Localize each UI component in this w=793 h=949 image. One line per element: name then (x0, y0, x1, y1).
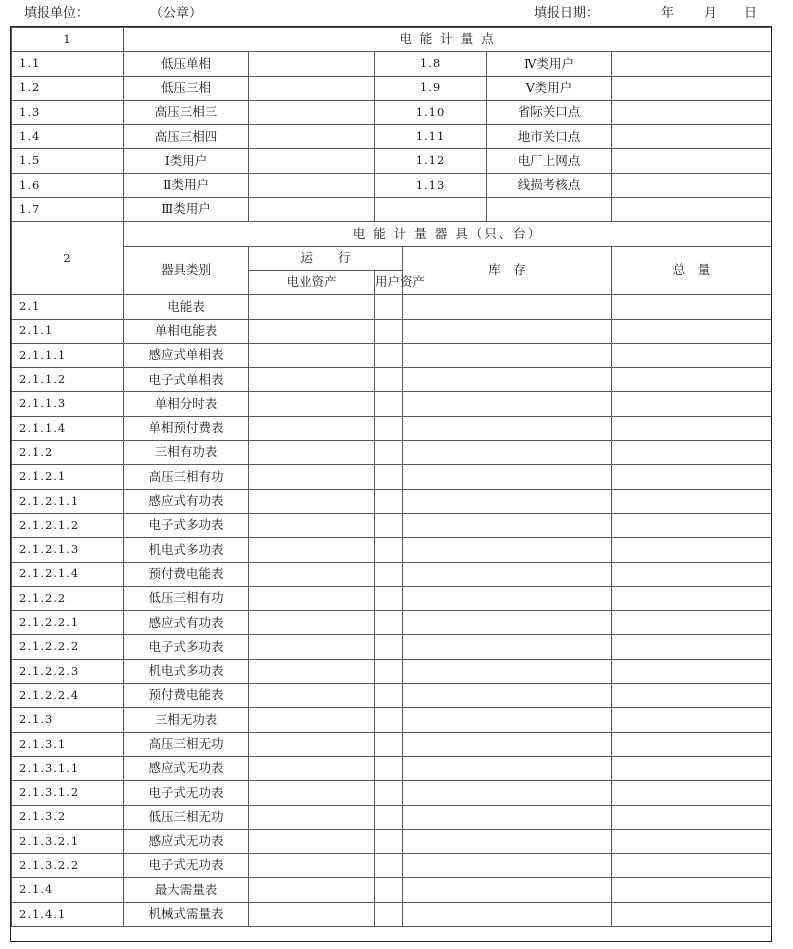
row-code: 1.5 (12, 149, 124, 173)
count-cell[interactable] (249, 100, 375, 124)
total-cell[interactable] (612, 805, 772, 829)
total-cell[interactable] (612, 465, 772, 489)
stock-cell[interactable] (403, 635, 612, 659)
stock-cell[interactable] (403, 319, 612, 343)
row-label: 预付费电能表 (124, 684, 249, 708)
total-cell[interactable] (612, 854, 772, 878)
table-row (12, 416, 772, 440)
customer-assets-cell[interactable] (375, 343, 403, 367)
utility-assets-cell[interactable] (249, 805, 375, 829)
customer-assets-cell[interactable] (375, 295, 403, 319)
section1-header-row (12, 28, 772, 52)
section2-title-row (12, 222, 772, 246)
utility-assets-cell[interactable] (249, 513, 375, 537)
customer-assets-cell[interactable] (375, 513, 403, 537)
total-cell[interactable] (612, 732, 772, 756)
total-cell[interactable] (612, 611, 772, 635)
utility-assets-cell[interactable] (249, 538, 375, 562)
column-category: 器具类别 (124, 246, 249, 295)
row-label: 电子式多功表 (124, 513, 249, 537)
row-code: 2.1.4 (12, 878, 124, 902)
row-label: 最大需量表 (124, 878, 249, 902)
stock-cell[interactable] (403, 538, 612, 562)
utility-assets-cell[interactable] (249, 465, 375, 489)
total-cell[interactable] (612, 562, 772, 586)
row-label: 高压三相三 (124, 100, 249, 124)
section2-code: 2 (12, 222, 124, 295)
column-customer-assets: 用户资产 (375, 270, 403, 294)
row-label: 低压三相有功 (124, 586, 249, 610)
section1-row (12, 100, 772, 124)
total-cell[interactable] (612, 513, 772, 537)
customer-assets-cell[interactable] (375, 708, 403, 732)
utility-assets-cell[interactable] (249, 368, 375, 392)
total-cell[interactable] (612, 416, 772, 440)
row-code: 2.1.2.1.1 (12, 489, 124, 513)
utility-assets-cell[interactable] (249, 902, 375, 926)
fill-unit-label: 填报单位： (24, 6, 90, 21)
total-cell[interactable] (612, 708, 772, 732)
row-label: 机电式多功表 (124, 659, 249, 683)
stock-cell[interactable] (403, 489, 612, 513)
utility-assets-cell[interactable] (249, 684, 375, 708)
row-code: 2.1.2.2 (12, 586, 124, 610)
stock-cell[interactable] (403, 732, 612, 756)
utility-assets-cell[interactable] (249, 878, 375, 902)
official-seal-note: （公章） (150, 6, 203, 21)
row-label-right: 线损考核点 (487, 173, 612, 197)
stock-cell[interactable] (403, 781, 612, 805)
utility-assets-cell[interactable] (249, 586, 375, 610)
stock-cell[interactable] (403, 878, 612, 902)
customer-assets-cell[interactable] (375, 416, 403, 440)
row-code: 2.1.2.1.3 (12, 538, 124, 562)
section1-title: 电 能 计 量 点 (124, 28, 772, 52)
count-cell[interactable] (249, 173, 375, 197)
total-cell[interactable] (612, 586, 772, 610)
row-code: 2.1.3.1.1 (12, 756, 124, 780)
total-cell[interactable] (612, 756, 772, 780)
row-label: 高压三相无功 (124, 732, 249, 756)
row-code: 1.6 (12, 173, 124, 197)
total-cell[interactable] (612, 878, 772, 902)
row-label: 电子式无功表 (124, 781, 249, 805)
table-row (12, 489, 772, 513)
row-code: 2.1.2.2.3 (12, 659, 124, 683)
table-row (12, 732, 772, 756)
table-row (12, 513, 772, 537)
row-label: 低压三相 (124, 76, 249, 100)
table-row (12, 441, 772, 465)
count-cell-right[interactable] (612, 100, 772, 124)
year-label: 年 (661, 6, 675, 21)
fill-date-label: 填报日期： (534, 6, 600, 21)
table-row (12, 635, 772, 659)
stock-cell[interactable] (403, 416, 612, 440)
section1-code: 1 (12, 28, 124, 52)
section1-row (12, 52, 772, 76)
customer-assets-cell[interactable] (375, 854, 403, 878)
row-code: 2.1 (12, 295, 124, 319)
table-row (12, 829, 772, 853)
row-label: 电子式无功表 (124, 854, 249, 878)
stock-cell[interactable] (403, 902, 612, 926)
section1-row (12, 173, 772, 197)
table-body (12, 28, 772, 927)
stock-cell[interactable] (403, 586, 612, 610)
row-code: 2.1.2.2.1 (12, 611, 124, 635)
stock-cell[interactable] (403, 854, 612, 878)
customer-assets-cell[interactable] (375, 684, 403, 708)
row-code: 2.1.3.2.2 (12, 854, 124, 878)
count-cell[interactable] (249, 76, 375, 100)
utility-assets-cell[interactable] (249, 562, 375, 586)
row-code: 1.4 (12, 125, 124, 149)
table-row (12, 805, 772, 829)
row-code-right: 1.12 (375, 149, 487, 173)
customer-assets-cell[interactable] (375, 441, 403, 465)
metering-report-table (11, 27, 772, 927)
stock-cell[interactable] (403, 684, 612, 708)
day-label: 日 (744, 6, 758, 21)
customer-assets-cell[interactable] (375, 489, 403, 513)
row-code: 2.1.3 (12, 708, 124, 732)
row-code: 2.1.3.2.1 (12, 829, 124, 853)
section2-column-header-row (12, 246, 772, 270)
row-label: 单相电能表 (124, 319, 249, 343)
customer-assets-cell[interactable] (375, 562, 403, 586)
stock-cell[interactable] (403, 441, 612, 465)
utility-assets-cell[interactable] (249, 781, 375, 805)
row-label: 机电式多功表 (124, 538, 249, 562)
row-label: Ⅲ类用户 (124, 198, 249, 222)
row-label-right: 省际关口点 (487, 100, 612, 124)
utility-assets-cell[interactable] (249, 295, 375, 319)
row-label-right (487, 198, 612, 222)
table-row (12, 319, 772, 343)
table-row (12, 708, 772, 732)
count-cell-right[interactable] (612, 198, 772, 222)
total-cell[interactable] (612, 489, 772, 513)
count-cell[interactable] (249, 198, 375, 222)
row-code: 1.1 (12, 52, 124, 76)
customer-assets-cell[interactable] (375, 635, 403, 659)
row-code: 2.1.1.2 (12, 368, 124, 392)
section1-row (12, 149, 772, 173)
table-row (12, 854, 772, 878)
row-code: 2.1.1.3 (12, 392, 124, 416)
customer-assets-cell[interactable] (375, 586, 403, 610)
row-code: 2.1.2.1.2 (12, 513, 124, 537)
row-label: 三相无功表 (124, 708, 249, 732)
utility-assets-cell[interactable] (249, 659, 375, 683)
row-label: 预付费电能表 (124, 562, 249, 586)
total-cell[interactable] (612, 319, 772, 343)
row-code: 2.1.1 (12, 319, 124, 343)
utility-assets-cell[interactable] (249, 489, 375, 513)
row-label: 机械式需量表 (124, 902, 249, 926)
utility-assets-cell[interactable] (249, 829, 375, 853)
stock-cell[interactable] (403, 562, 612, 586)
table-row (12, 659, 772, 683)
table-row (12, 392, 772, 416)
table-row (12, 465, 772, 489)
utility-assets-cell[interactable] (249, 343, 375, 367)
customer-assets-cell[interactable] (375, 465, 403, 489)
customer-assets-cell[interactable] (375, 756, 403, 780)
column-stock: 库 存 (403, 246, 612, 295)
customer-assets-cell[interactable] (375, 829, 403, 853)
table-row (12, 343, 772, 367)
section2-title: 电 能 计 量 器 具（只、台） (124, 222, 772, 246)
stock-cell[interactable] (403, 659, 612, 683)
row-code: 2.1.2.2.2 (12, 635, 124, 659)
utility-assets-cell[interactable] (249, 416, 375, 440)
utility-assets-cell[interactable] (249, 854, 375, 878)
utility-assets-cell[interactable] (249, 392, 375, 416)
stock-cell[interactable] (403, 465, 612, 489)
row-code: 2.1.2.2.4 (12, 684, 124, 708)
stock-cell[interactable] (403, 708, 612, 732)
row-label-right: 电厂上网点 (487, 149, 612, 173)
total-cell[interactable] (612, 538, 772, 562)
total-cell[interactable] (612, 441, 772, 465)
table-row (12, 878, 772, 902)
row-code: 2.1.3.1.2 (12, 781, 124, 805)
row-label: 高压三相有功 (124, 465, 249, 489)
table-row (12, 756, 772, 780)
count-cell[interactable] (249, 52, 375, 76)
section1-row (12, 125, 772, 149)
row-label: 感应式无功表 (124, 829, 249, 853)
stock-cell[interactable] (403, 611, 612, 635)
row-code-right (375, 198, 487, 222)
stock-cell[interactable] (403, 295, 612, 319)
total-cell[interactable] (612, 684, 772, 708)
row-code: 2.1.2.1 (12, 465, 124, 489)
customer-assets-cell[interactable] (375, 611, 403, 635)
stock-cell[interactable] (403, 829, 612, 853)
customer-assets-cell[interactable] (375, 878, 403, 902)
row-code: 2.1.1.1 (12, 343, 124, 367)
row-label: 单相预付费表 (124, 416, 249, 440)
row-code: 2.1.3.2 (12, 805, 124, 829)
row-label: 三相有功表 (124, 441, 249, 465)
row-label-right: Ⅳ类用户 (487, 52, 612, 76)
month-label: 月 (704, 6, 718, 21)
customer-assets-cell[interactable] (375, 368, 403, 392)
table-row (12, 586, 772, 610)
table-row (12, 538, 772, 562)
table-row (12, 368, 772, 392)
utility-assets-cell[interactable] (249, 611, 375, 635)
total-cell[interactable] (612, 368, 772, 392)
stock-cell[interactable] (403, 513, 612, 537)
total-cell[interactable] (612, 781, 772, 805)
count-cell[interactable] (249, 125, 375, 149)
row-label: 电能表 (124, 295, 249, 319)
section1-row (12, 76, 772, 100)
utility-assets-cell[interactable] (249, 756, 375, 780)
customer-assets-cell[interactable] (375, 781, 403, 805)
row-label: 低压单相 (124, 52, 249, 76)
count-cell-right[interactable] (612, 76, 772, 100)
row-code-right: 1.10 (375, 100, 487, 124)
row-code-right: 1.8 (375, 52, 487, 76)
row-label: 感应式有功表 (124, 611, 249, 635)
count-cell-right[interactable] (612, 125, 772, 149)
stock-cell[interactable] (403, 368, 612, 392)
customer-assets-cell[interactable] (375, 319, 403, 343)
table-row (12, 295, 772, 319)
row-label: 低压三相无功 (124, 805, 249, 829)
row-code-right: 1.9 (375, 76, 487, 100)
utility-assets-cell[interactable] (249, 635, 375, 659)
customer-assets-cell[interactable] (375, 732, 403, 756)
utility-assets-cell[interactable] (249, 732, 375, 756)
count-cell[interactable] (249, 149, 375, 173)
row-code-right: 1.11 (375, 125, 487, 149)
table-row (12, 902, 772, 926)
customer-assets-cell[interactable] (375, 805, 403, 829)
row-label-right: 地市关口点 (487, 125, 612, 149)
table-row (12, 781, 772, 805)
row-label: 电子式多功表 (124, 635, 249, 659)
section1-row (12, 198, 772, 222)
total-cell[interactable] (612, 295, 772, 319)
utility-assets-cell[interactable] (249, 708, 375, 732)
total-cell[interactable] (612, 392, 772, 416)
row-label: Ⅱ类用户 (124, 173, 249, 197)
row-label: 感应式有功表 (124, 489, 249, 513)
count-cell-right[interactable] (612, 52, 772, 76)
row-code: 1.7 (12, 198, 124, 222)
row-label: 单相分时表 (124, 392, 249, 416)
utility-assets-cell[interactable] (249, 319, 375, 343)
row-code: 2.1.2.1.4 (12, 562, 124, 586)
customer-assets-cell[interactable] (375, 659, 403, 683)
total-cell[interactable] (612, 635, 772, 659)
row-label: Ⅰ类用户 (124, 149, 249, 173)
table-row (12, 562, 772, 586)
customer-assets-cell[interactable] (375, 902, 403, 926)
total-cell[interactable] (612, 343, 772, 367)
row-label: 感应式无功表 (124, 756, 249, 780)
total-cell[interactable] (612, 829, 772, 853)
row-code-right: 1.13 (375, 173, 487, 197)
table-row (12, 684, 772, 708)
stock-cell[interactable] (403, 392, 612, 416)
column-utility-assets: 电业资产 (249, 270, 375, 294)
row-label: 高压三相四 (124, 125, 249, 149)
total-cell[interactable] (612, 902, 772, 926)
count-cell-right[interactable] (612, 173, 772, 197)
row-code: 2.1.2 (12, 441, 124, 465)
row-code: 2.1.3.1 (12, 732, 124, 756)
customer-assets-cell[interactable] (375, 392, 403, 416)
stock-cell[interactable] (403, 805, 612, 829)
row-label: 感应式单相表 (124, 343, 249, 367)
row-code: 1.2 (12, 76, 124, 100)
count-cell-right[interactable] (612, 149, 772, 173)
stock-cell[interactable] (403, 343, 612, 367)
stock-cell[interactable] (403, 756, 612, 780)
row-label-right: Ⅴ类用户 (487, 76, 612, 100)
customer-assets-cell[interactable] (375, 538, 403, 562)
utility-assets-cell[interactable] (249, 441, 375, 465)
column-total: 总 量 (612, 246, 772, 295)
row-code: 1.3 (12, 100, 124, 124)
row-code: 2.1.1.4 (12, 416, 124, 440)
total-cell[interactable] (612, 659, 772, 683)
column-running: 运 行 (249, 246, 403, 270)
table-row (12, 611, 772, 635)
row-label: 电子式单相表 (124, 368, 249, 392)
row-code: 2.1.4.1 (12, 902, 124, 926)
